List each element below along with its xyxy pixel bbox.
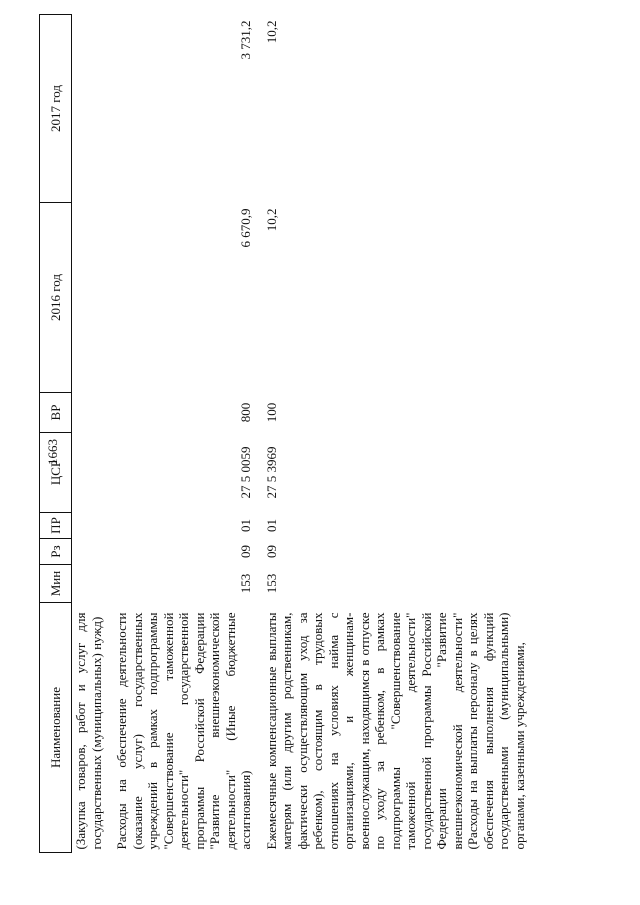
row-min: 153	[238, 573, 253, 594]
row-2016: 10,2	[263, 208, 279, 232]
table-row	[262, 15, 528, 853]
row-pr: 01	[238, 519, 253, 532]
row-rz: 09	[263, 545, 279, 558]
table-row	[72, 15, 105, 853]
header-rz: Рз	[40, 539, 72, 565]
row-name: (Закупка товаров, работ и услуг для государственных (муниципальных) нужд)	[73, 612, 104, 850]
row-2017: 10,2	[263, 20, 279, 44]
row-csr: 27 5 3969	[263, 446, 279, 499]
header-2017: 2017 год	[40, 15, 72, 203]
table-header-row	[40, 15, 72, 853]
row-2017: 3 731,2	[238, 20, 253, 60]
row-name: Расходы на обеспечение деятельности (оказание услуг) государственных учреждений в рамках подпрограммы "Совершенствование таможенной деятельности" государственной программы Российской Федерации "Развитие внешнеэкономической деятельности" (Иные бюджетные ассигнования)	[114, 612, 253, 850]
header-csr: ЦСР	[40, 433, 72, 513]
row-pr	[72, 513, 105, 539]
budget-table-sheet	[39, 15, 539, 853]
row-min	[72, 565, 105, 603]
row-2016	[72, 203, 105, 393]
row-vr: 100	[263, 402, 279, 423]
header-vr: ВР	[40, 393, 72, 433]
budget-table	[39, 14, 527, 853]
row-vr	[72, 393, 105, 433]
header-2016: 2016 год	[40, 203, 72, 393]
row-min: 153	[263, 573, 279, 594]
row-rz: 09	[238, 545, 253, 558]
row-vr: 800	[238, 402, 253, 423]
row-csr: 27 5 0059	[238, 446, 253, 499]
header-pr: ПР	[40, 513, 72, 539]
row-rz	[72, 539, 105, 565]
row-name: Ежемесячные компенсационные выплаты матерям (или другим родственникам, фактически осуществляющим уход за ребенком), состоящим в трудовых отношениях на условиях найма с организациями, и женщинам-военнослужащим, находящимся в отпуске по уходу за ребенком, в рамках подпрограммы "Совершенствование таможенной деятельности" государственной программы Российской Федерации "Развитие внешнеэкономической деятельности" (Расходы на выплаты персоналу в целях обеспечения выполнения функций государственными (муниципальными) органами, казенными учреждениями,	[263, 612, 527, 850]
row-2017	[72, 15, 105, 203]
row-2016: 6 670,9	[238, 208, 253, 248]
row-csr	[72, 433, 105, 513]
page-number: 1663	[45, 439, 60, 465]
header-name: Наименование	[40, 603, 72, 853]
row-pr: 01	[263, 519, 279, 532]
table-row	[112, 15, 254, 853]
header-min: Мин	[40, 565, 72, 603]
